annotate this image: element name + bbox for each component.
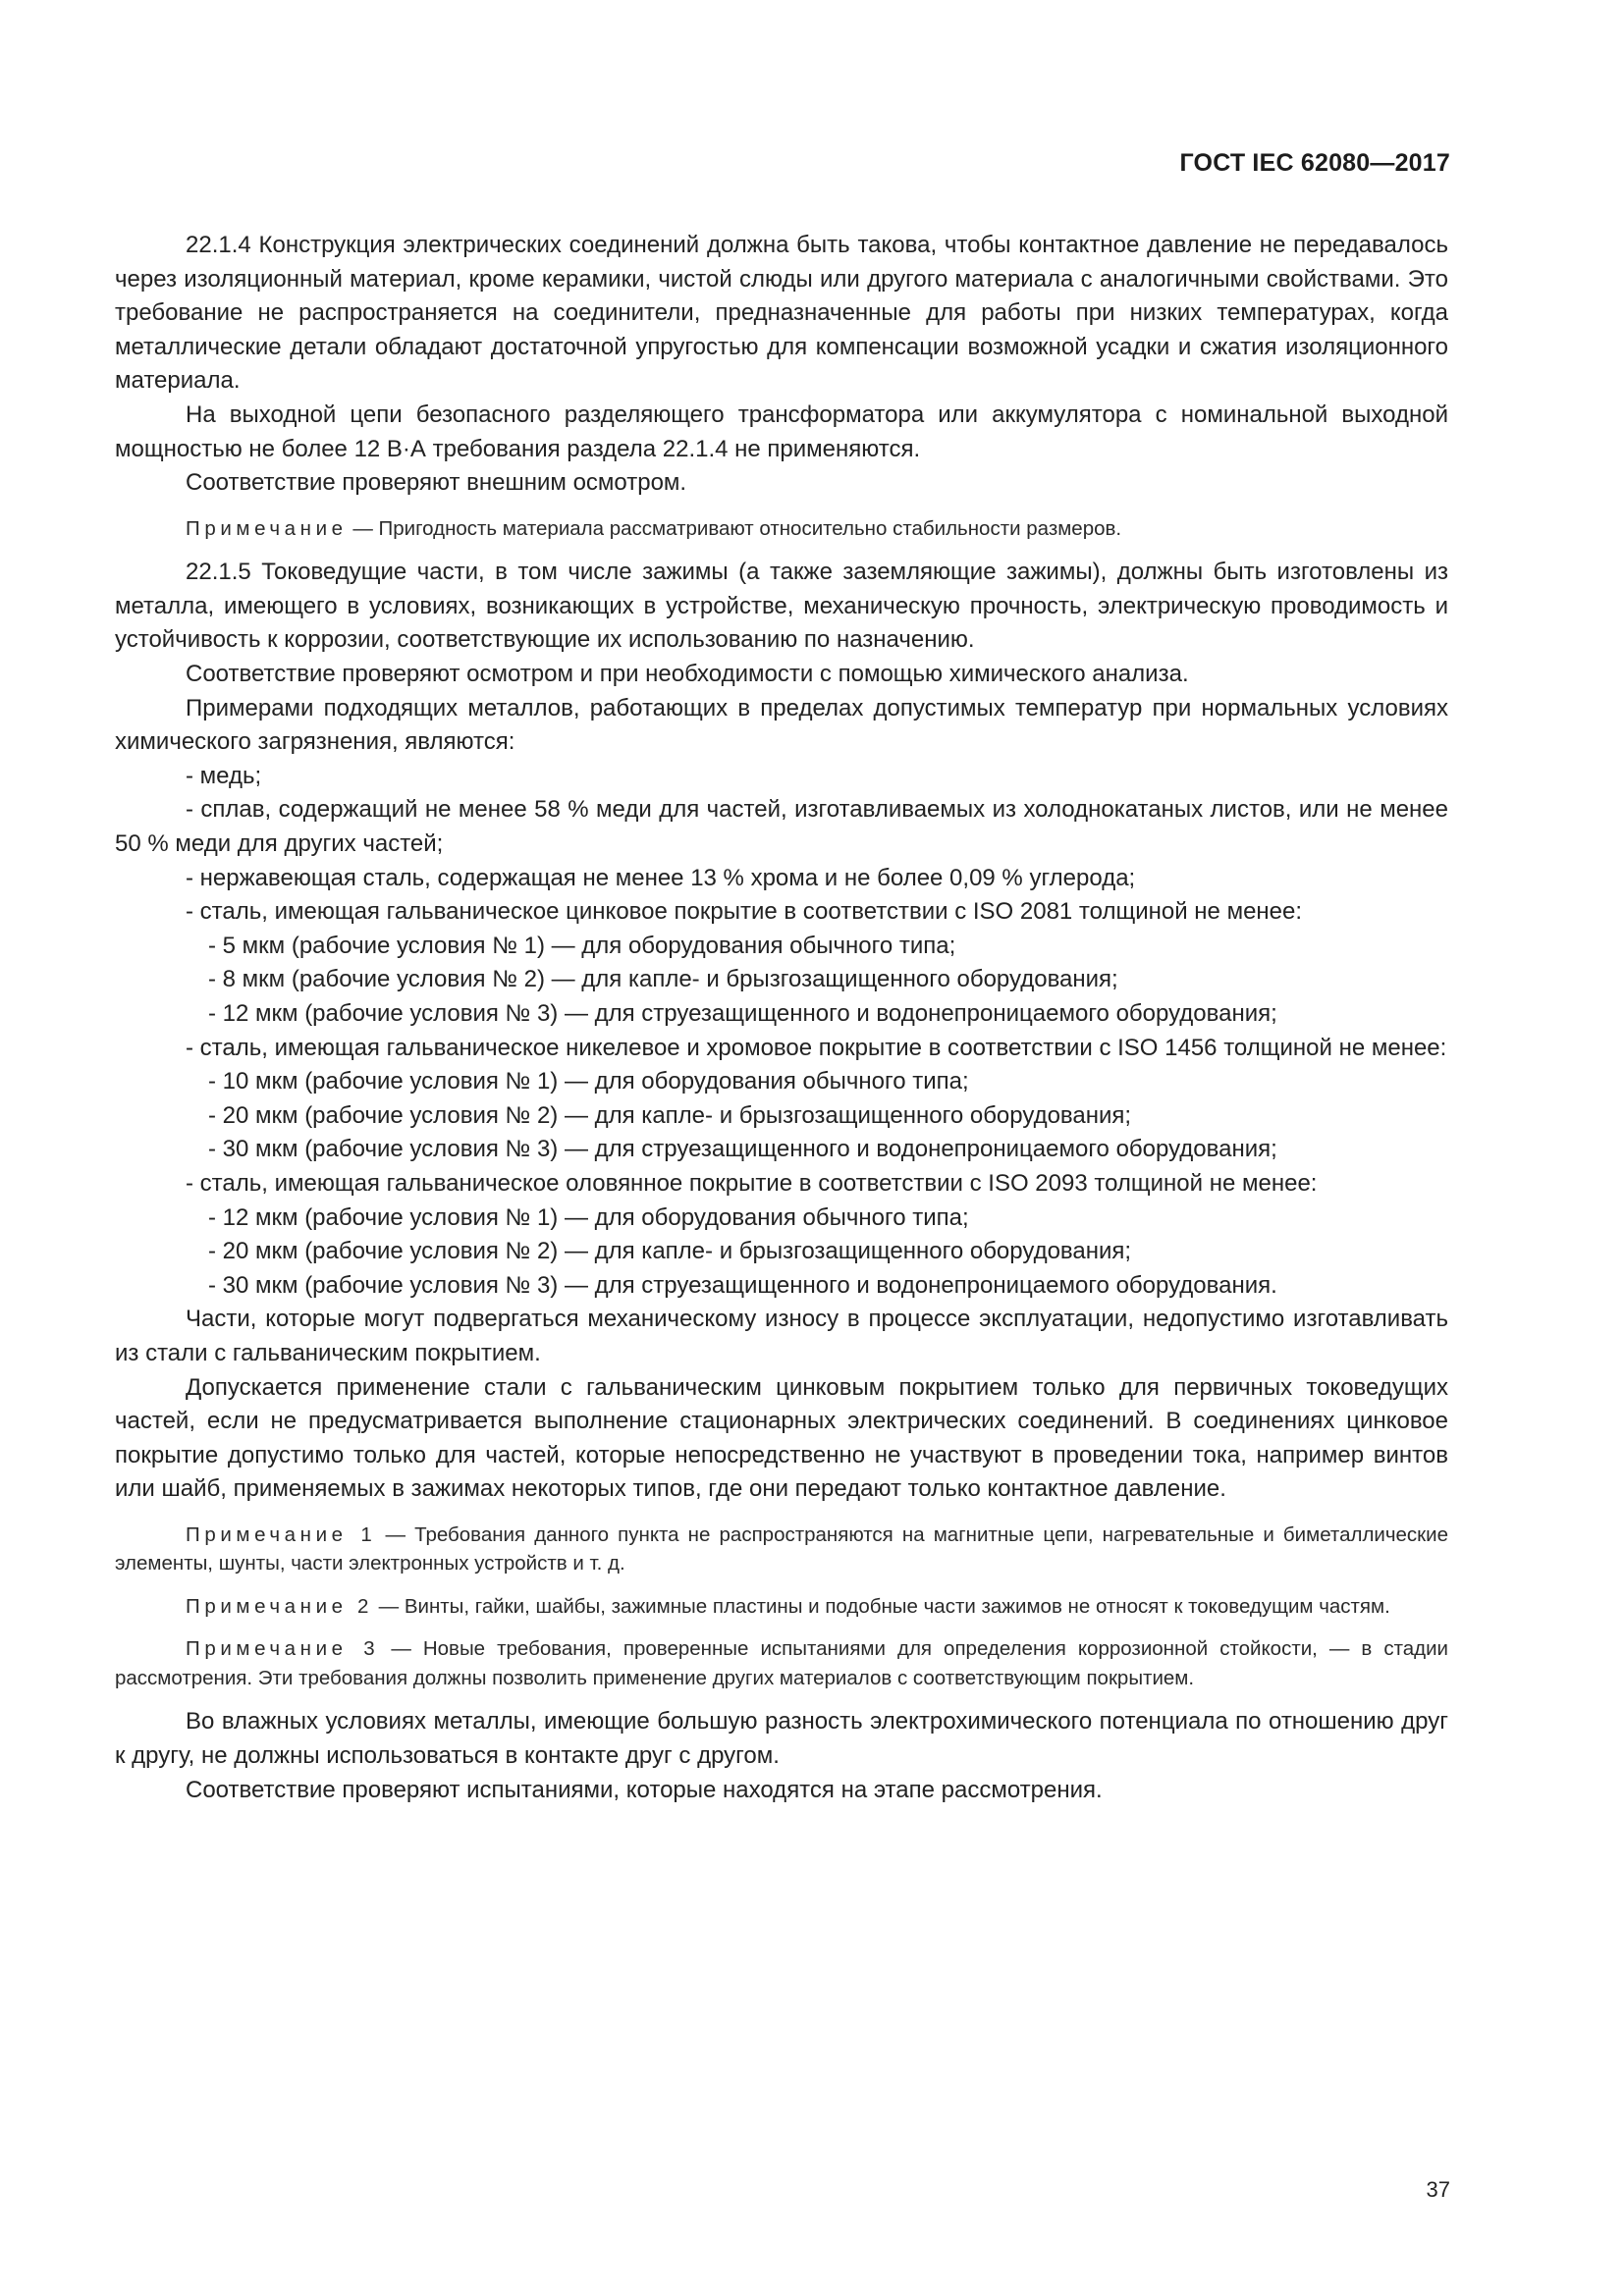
paragraph: На выходной цепи безопасного разделяющего трансформатора или аккумулятора с номинальной выходной мощностью не более 12 В·А требования раздела 22.1.4 не применяются. (115, 400, 1448, 462)
list-item: - сталь, имеющая гальваническое цинковое покрытие в соответствии с ISO 2081 толщиной не менее: (186, 898, 1303, 926)
paragraph: Примерами подходящих металлов, работающих в пределах допустимых температур при нормальных условиях химического загрязнения, являются: (115, 694, 1448, 756)
paragraph: Части, которые могут подвергаться механическому износу в процессе эксплуатации, недопустимо изготавливать из стали с гальваническим покрытием. (115, 1306, 1448, 1366)
paragraph-22-1-4: 22.1.4 Конструкция электрических соединений должна быть такова, чтобы контактное давление не передавалось через изоляционный материал, кроме керамики, чистой слюды или другого материала с аналогичными свойствами. Это требование не распространяется на соединители, предназначенные для работы при низких температурах, когда металлические детали обладают достаточной упругостью для компенсации возможной усадки и сжатия изоляционного материала. (115, 232, 1448, 395)
note-text: — Винты, гайки, шайбы, зажимные пластины и подобные части зажимов не относят к токоведущим частям. (372, 1594, 1390, 1618)
paragraph: Соответствие проверяют осмотром и при необходимости с помощью химического анализа. (186, 661, 1189, 688)
sub-list-item: - 30 мкм (рабочие условия № 3) — для струезащищенного и водонепроницаемого оборудования; (208, 1136, 1277, 1163)
note-text: — Новые требования, проверенные испытаниями для определения коррозионной стойкости, — в стадии рассмотрения. Эти требования должны позволить применение других материалов с соответствующим покрытием. (115, 1637, 1449, 1689)
note-1 (115, 1521, 1448, 1578)
paragraph: Во влажных условиях металлы, имеющие большую разность электрохимического потенциала по отношению друг к другу, не должны использоваться в контакте друг с другом. (115, 1708, 1448, 1769)
document-header: ГОСТ IEC 62080—2017 (1179, 149, 1450, 177)
note-text: — Требования данного пункта не распространяются на магнитные цепи, нагревательные и биметаллические элементы, шунты, части электронных устройств и т. д. (115, 1522, 1449, 1575)
sub-list-item: - 8 мкм (рабочие условия № 2) — для капле- и брызгозащищенного оборудования; (208, 966, 1118, 993)
paragraph-22-1-5: 22.1.5 Токоведущие части, в том числе зажимы (а также заземляющие зажимы), должны быть изготовлены из металла, имеющего в условиях, возникающих в устройстве, механическую прочность, электрическую проводимость и устойчивость к коррозии, соответствующие их использованию по назначению. (115, 559, 1448, 654)
note-label: Примечание 1 (186, 1522, 377, 1546)
list-item: - сплав, содержащий не менее 58 % меди для частей, изготавливаемых из холоднокатаных листов, или не менее 50 % меди для других частей; (115, 796, 1448, 857)
note-text: — Пригодность материала рассматривают относительно стабильности размеров. (347, 516, 1122, 540)
paragraph: Соответствие проверяют испытаниями, которые находятся на этапе рассмотрения. (186, 1776, 1103, 1803)
page-number: 37 (1426, 2177, 1450, 2202)
sub-list-item: - 10 мкм (рабочие условия № 1) — для оборудования обычного типа; (208, 1068, 969, 1095)
sub-list-item: - 12 мкм (рабочие условия № 1) — для оборудования обычного типа; (208, 1203, 969, 1231)
note-label: Примечание 2 (186, 1594, 373, 1618)
note-2 (115, 1592, 1448, 1622)
list-item: - сталь, имеющая гальваническое оловянное покрытие в соответствии с ISO 2093 толщиной не менее: (186, 1169, 1318, 1197)
list-item: - сталь, имеющая гальваническое никелевое и хромовое покрытие в соответствии с ISO 1456 толщиной не менее: (186, 1034, 1447, 1061)
sub-list-item: - 12 мкм (рабочие условия № 3) — для струезащищенного и водонепроницаемого оборудования; (208, 999, 1277, 1027)
paragraph: Допускается применение стали с гальваническим цинковым покрытием только для первичных токоведущих частей, если не предусматривается выполнение стационарных электрических соединений. В соединениях цинковое покрытие допустимо только для частей, которые непосредственно не участвуют в проведении тока, например винтов или шайб, применяемых в зажимах некоторых типов, где они передают только контактное давление. (115, 1373, 1448, 1503)
document-body (115, 229, 1448, 1807)
paragraph: Соответствие проверяют внешним осмотром. (186, 469, 687, 497)
note-label: Примечание 3 (186, 1637, 380, 1661)
sub-list-item: - 30 мкм (рабочие условия № 3) — для струезащищенного и водонепроницаемого оборудования. (208, 1271, 1277, 1299)
list-item: - медь; (186, 762, 262, 789)
note-3 (115, 1634, 1448, 1692)
list-item: - нержавеющая сталь, содержащая не менее 13 % хрома и не более 0,09 % углерода; (186, 864, 1136, 891)
sub-list-item: - 20 мкм (рабочие условия № 2) — для капле- и брызгозащищенного оборудования; (208, 1101, 1132, 1129)
sub-list-item: - 5 мкм (рабочие условия № 1) — для оборудования обычного типа; (208, 932, 956, 959)
sub-list-item: - 20 мкм (рабочие условия № 2) — для капле- и брызгозащищенного оборудования; (208, 1238, 1132, 1265)
note-label: Примечание (186, 516, 348, 540)
note (115, 514, 1448, 544)
